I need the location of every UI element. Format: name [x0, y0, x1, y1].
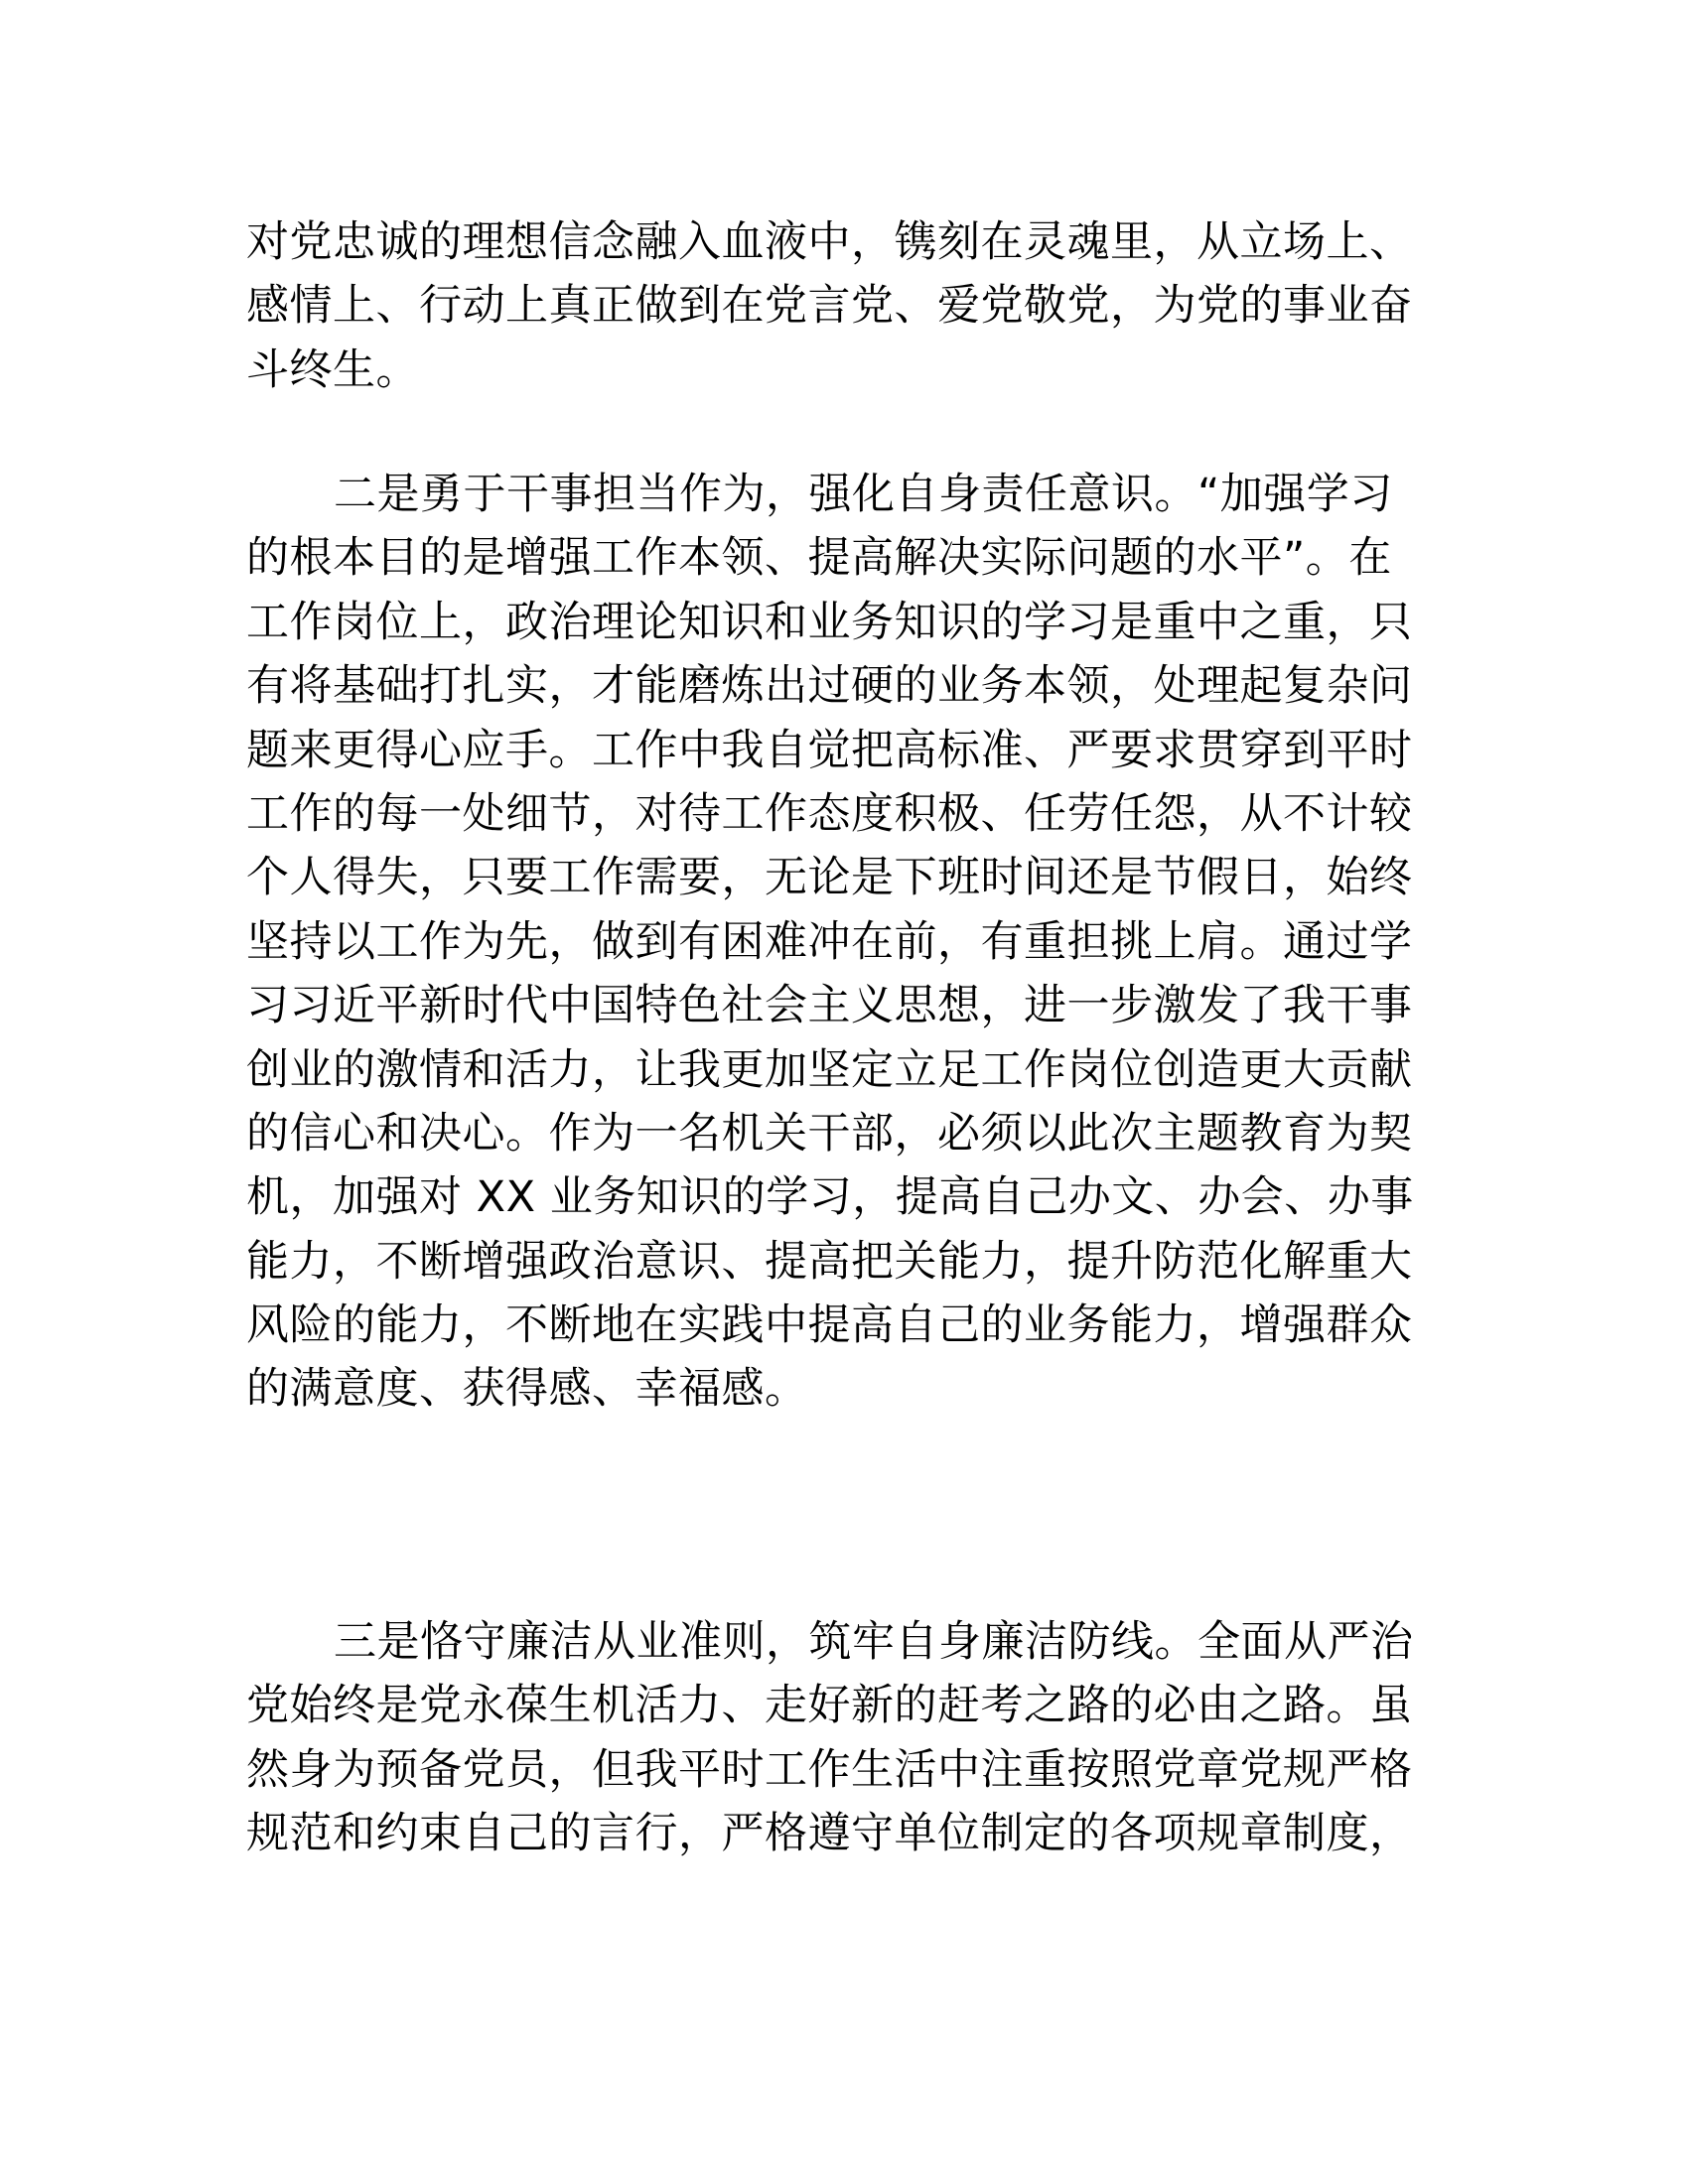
text-line: 的满意度、获得感、幸福感。: [246, 1364, 808, 1415]
text-line: 斗终生。: [246, 344, 419, 395]
text-line: 三是恪守廉洁从业准则，筑牢自身廉洁防线。全面从严治: [334, 1617, 1414, 1667]
text-line: 习习近平新时代中国特色社会主义思想，进一步激发了我干事: [246, 981, 1413, 1031]
text-line: 的根本目的是增强工作本领、提高解决实际问题的水平”。在: [246, 533, 1392, 584]
text-line: 然身为预备党员，但我平时工作生活中注重按照党章党规严格: [246, 1744, 1413, 1795]
text-line: 对党忠诚的理想信念融入血液中，镌刻在灵魂里，从立场上、: [246, 217, 1413, 267]
text-line: 能力，不断增强政治意识、提高把关能力，提升防范化解重大: [246, 1236, 1413, 1287]
text-line: 机，加强对 XX 业务知识的学习，提高自己办文、办会、办事: [246, 1172, 1414, 1223]
text-line: 有将基础打扎实，才能磨炼出过硬的业务本领，处理起复杂问: [246, 661, 1413, 712]
text-line: 工作的每一处细节，对待工作态度积极、任劳任怨，从不计较: [246, 788, 1413, 839]
paragraph-integrity: [246, 1610, 1434, 1866]
text-line: 题来更得心应手。工作中我自觉把高标准、严要求贯穿到平时: [246, 725, 1413, 775]
paragraph-responsibility: [246, 463, 1434, 1422]
text-line: 工作岗位上，政治理论知识和业务知识的学习是重中之重，只: [246, 597, 1413, 647]
text-line: 坚持以工作为先，做到有困难冲在前，有重担挑上肩。通过学: [246, 916, 1413, 967]
text-line: 个人得失，只要工作需要，无论是下班时间还是节假日，始终: [246, 853, 1413, 903]
text-line: 党始终是党永葆生机活力、走好新的赶考之路的必由之路。虽: [246, 1681, 1413, 1731]
text-line: 规范和约束自己的言行，严格遵守单位制定的各项规章制度，: [246, 1809, 1413, 1859]
text-line: 二是勇于干事担当作为，强化自身责任意识。“加强学习: [334, 470, 1393, 519]
text-line: 创业的激情和活力，让我更加坚定立足工作岗位创造更大贡献: [246, 1044, 1413, 1095]
text-line: 风险的能力，不断地在实践中提高自己的业务能力，增强群众: [246, 1300, 1413, 1351]
text-line: 的信心和决心。作为一名机关干部，必须以此次主题教育为契: [246, 1108, 1413, 1159]
paragraph-continuation: [246, 210, 1434, 402]
text-line: 感情上、行动上真正做到在党言党、爱党敬党，为党的事业奋: [246, 281, 1413, 332]
